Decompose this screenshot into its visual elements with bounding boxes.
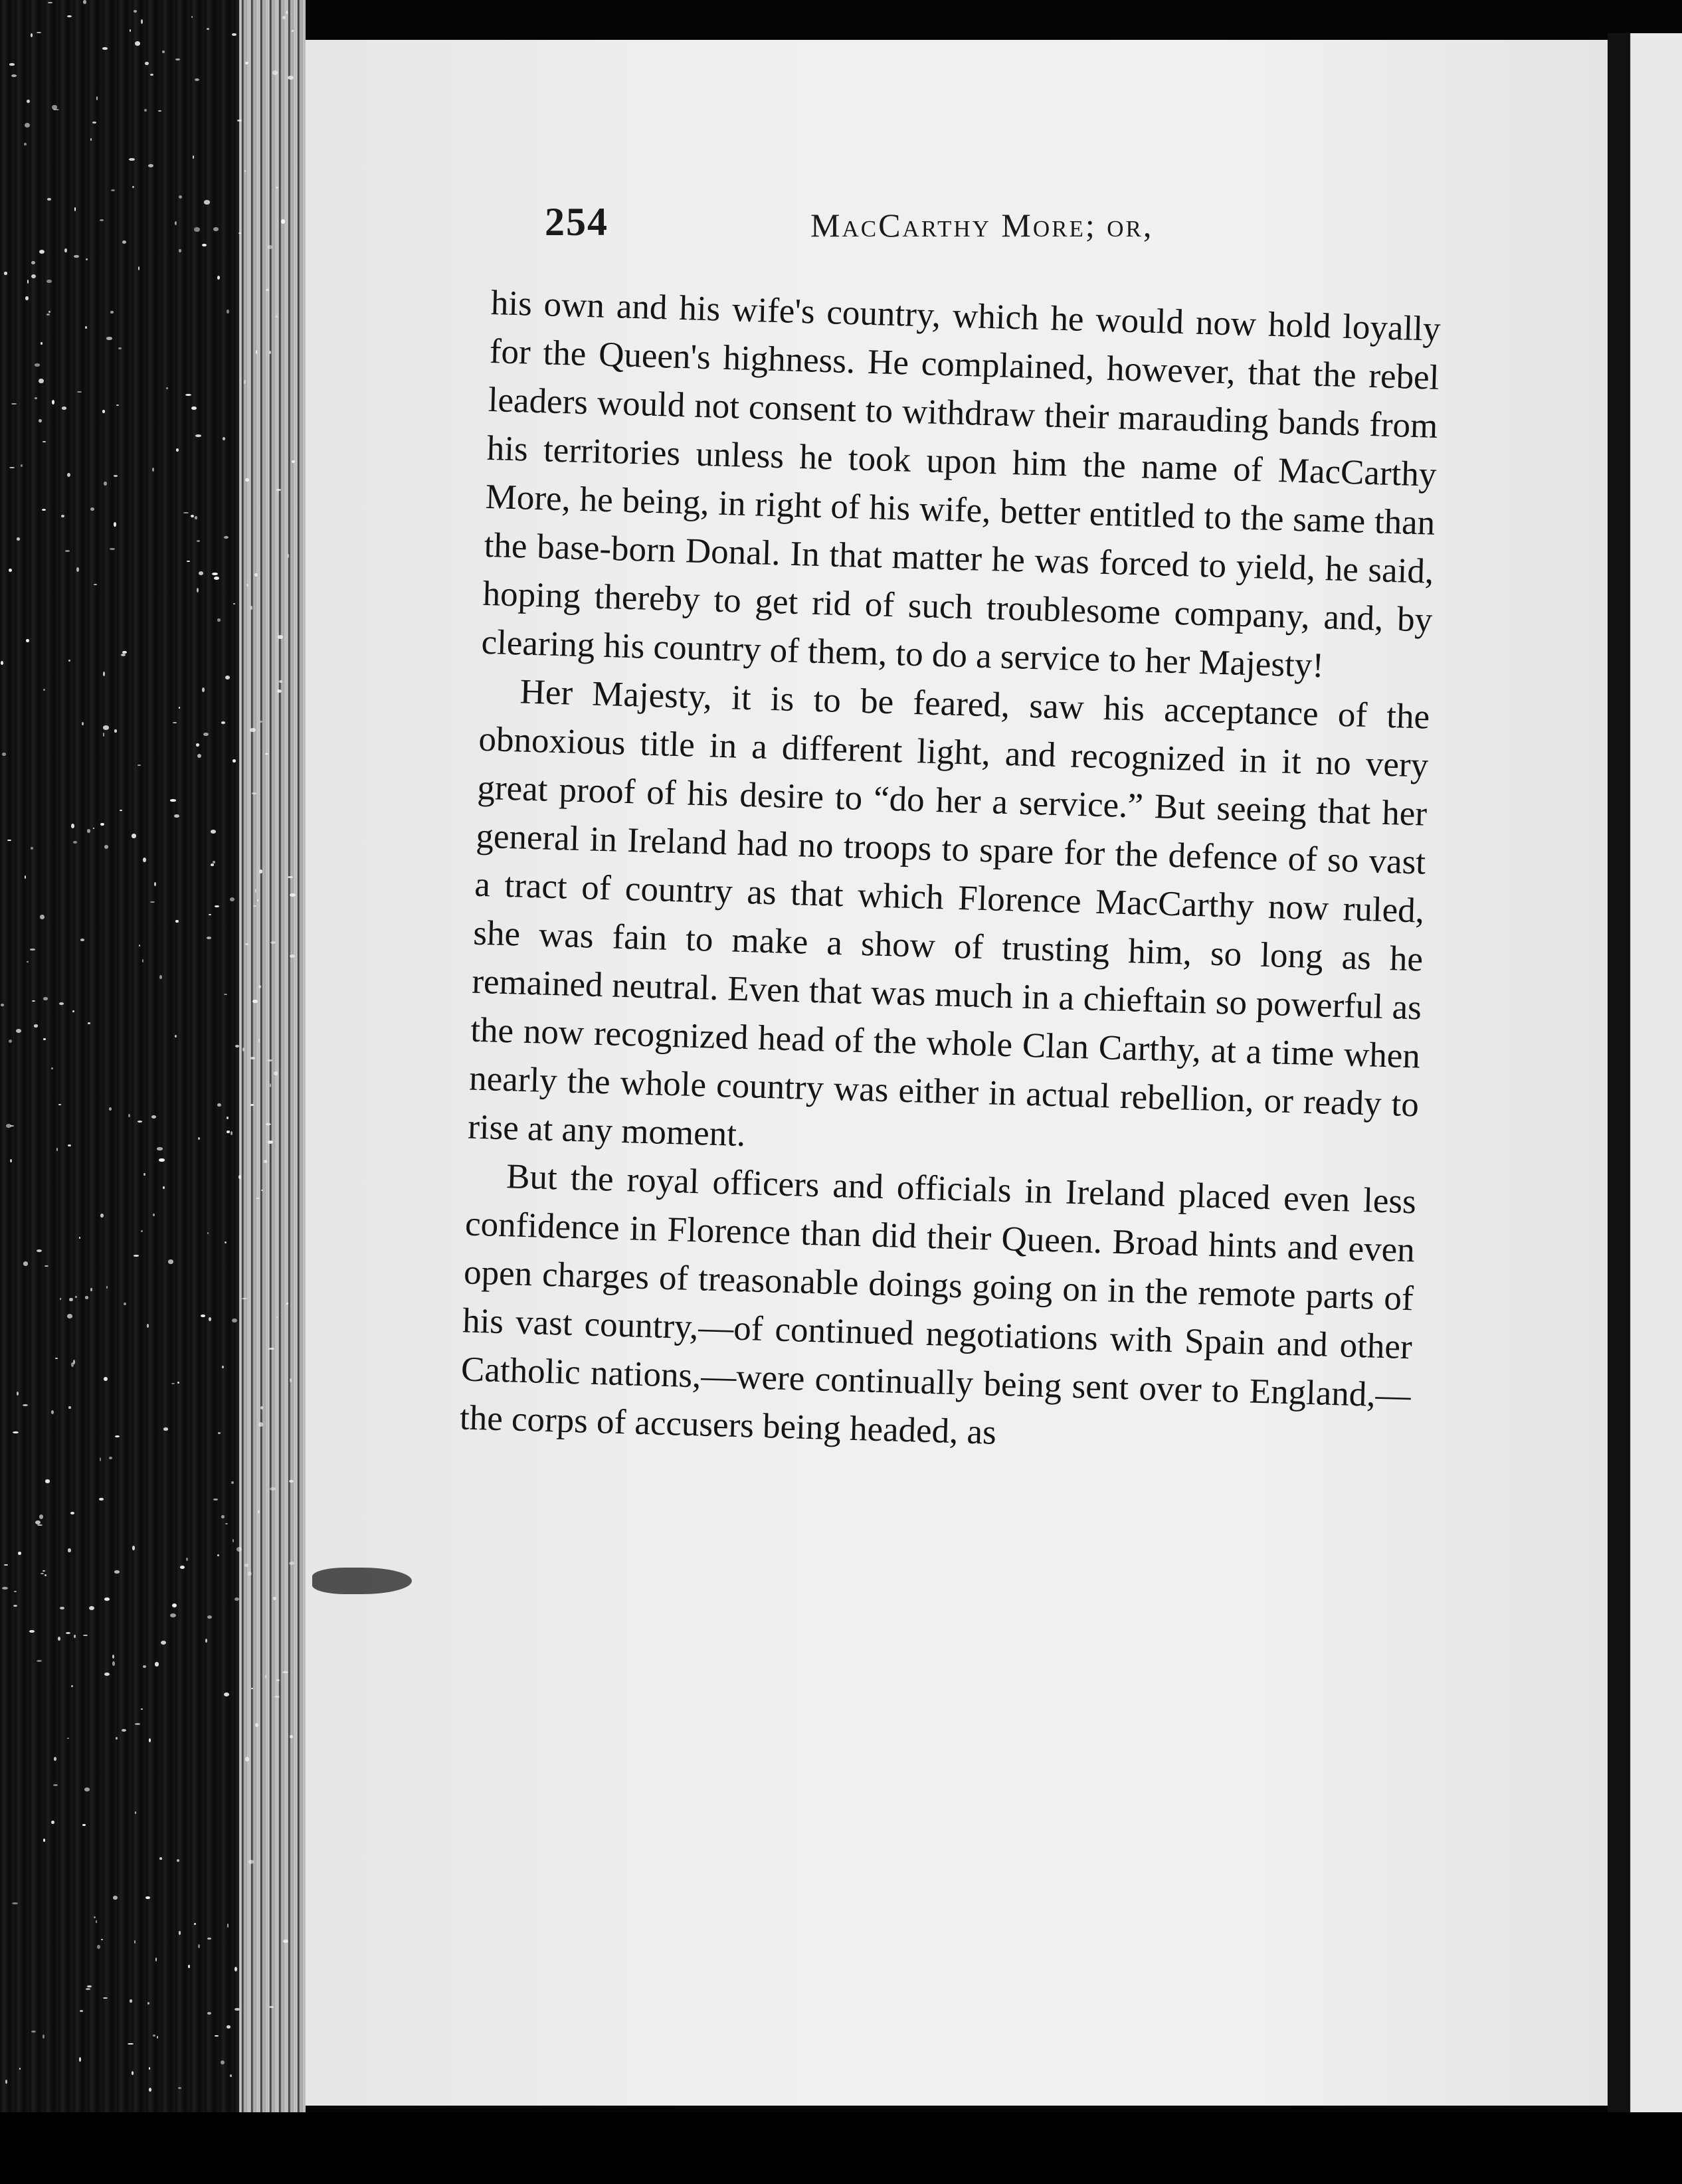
dust-speck — [282, 1671, 288, 1673]
dust-speck — [68, 660, 70, 661]
dust-speck — [37, 1660, 42, 1662]
dust-speck — [41, 342, 43, 345]
dust-speck — [211, 864, 214, 865]
dust-speck — [269, 2006, 274, 2008]
dust-speck — [235, 1045, 239, 1047]
dust-speck — [244, 1564, 249, 1567]
dust-speck — [227, 1131, 229, 1134]
dust-speck — [88, 1022, 90, 1024]
dust-speck — [250, 728, 256, 732]
dust-speck — [153, 2035, 155, 2037]
dust-speck — [12, 1902, 18, 1904]
dust-speck — [128, 2043, 134, 2045]
dust-speck — [130, 29, 131, 32]
dust-speck — [268, 245, 272, 248]
dust-speck — [217, 618, 220, 622]
dust-speck — [100, 219, 104, 221]
dust-speck — [202, 244, 207, 246]
dust-speck — [168, 1259, 173, 1263]
dust-speck — [104, 1597, 110, 1600]
dust-speck — [215, 2035, 218, 2037]
dust-speck — [113, 1896, 118, 1900]
dust-speck — [35, 363, 40, 367]
dust-speck — [213, 861, 215, 864]
dust-speck — [47, 314, 49, 316]
dust-speck — [268, 1348, 274, 1350]
dust-speck — [39, 419, 42, 422]
dust-speck — [175, 221, 176, 225]
dust-speck — [100, 1214, 103, 1218]
dust-speck — [4, 272, 7, 275]
dust-speck — [179, 707, 180, 709]
dust-speck — [27, 100, 30, 103]
dust-speck — [234, 2008, 240, 2011]
dust-speck — [227, 310, 229, 314]
dust-speck — [251, 1688, 253, 1689]
page-number: 254 — [545, 200, 608, 244]
dust-speck — [39, 379, 44, 383]
dust-speck — [143, 1665, 146, 1668]
dust-speck — [256, 1198, 260, 1199]
dust-speck — [9, 1040, 12, 1043]
dust-speck — [237, 120, 242, 122]
dust-speck — [115, 1435, 120, 1437]
dust-speck — [110, 311, 114, 313]
dust-speck — [258, 985, 261, 988]
dust-speck — [141, 1230, 143, 1231]
dust-speck — [143, 1173, 145, 1175]
dust-speck — [204, 200, 210, 204]
dust-speck — [135, 1723, 140, 1724]
dust-speck — [106, 337, 112, 339]
dust-speck — [250, 606, 252, 610]
dust-speck — [134, 10, 138, 13]
dust-speck — [177, 1859, 179, 1862]
dust-speck — [1, 661, 3, 665]
dust-speck — [16, 1029, 21, 1033]
dust-speck — [132, 2071, 134, 2074]
dust-speck — [234, 1967, 237, 1971]
paragraph-2: Her Majesty, it is to be feared, saw his acceptance of the obnoxious title in a different light, and recognized in it no very great proof of his desire to “do her a service.” But seeing that her general in Ireland had no troops to spare for the defence of so vast a tract of country as that which Florence MacCarthy now ruled, she was fain to make a show of trusting him, so long as he remained neutral. Even that was much in a chieftain so powerful as the now recognized head of the whole Clan Carthy, at a time when nearly the whole country was either in actual rebellion, or ready to rise at any moment. — [467, 672, 1430, 1154]
running-head: MacCarthy More; or, — [810, 207, 1154, 244]
dust-speck — [135, 41, 140, 46]
dust-speck — [195, 516, 197, 520]
dust-speck — [124, 1303, 126, 1305]
dust-speck — [104, 1377, 108, 1381]
dust-speck — [90, 138, 92, 141]
dust-speck — [112, 1661, 115, 1666]
dust-speck — [10, 1159, 12, 1162]
dust-speck — [256, 350, 257, 354]
dust-speck — [45, 1479, 50, 1483]
dust-speck — [202, 687, 205, 692]
dust-speck — [58, 1637, 60, 1641]
dust-speck — [13, 1431, 19, 1433]
dust-speck — [112, 1655, 114, 1659]
scan-bottom-border — [0, 2112, 1682, 2184]
dust-speck — [183, 512, 189, 513]
dust-speck — [276, 1317, 278, 1318]
dust-speck — [53, 1784, 58, 1786]
dust-speck — [87, 829, 90, 833]
dust-speck — [90, 1288, 92, 1291]
dust-speck — [277, 689, 282, 693]
dust-speck — [258, 1510, 259, 1513]
paragraph-1: his own and his wife's country, which he would now hold loyally for the Queen's highness. He complained, however, that the rebel leaders would not consent to withdraw their marauding bands from his territories unless he took upon him the name of MacCarthy More, he being, in right of his wife, better entitled to the same than the base-born Donal. In that matter he was forced to yield, he said, hoping thereby to get rid of such troublesome company, and, by clearing his country of them, to do a service to her Majesty! — [480, 283, 1442, 685]
dust-speck — [5, 2080, 7, 2084]
dust-speck — [103, 725, 109, 729]
dust-speck — [71, 824, 74, 828]
dust-speck — [255, 1723, 258, 1727]
ink-blot — [312, 1568, 412, 1594]
dust-speck — [276, 1679, 280, 1681]
dust-speck — [178, 2087, 182, 2089]
dust-speck — [76, 567, 79, 572]
dust-speck — [51, 1821, 54, 1824]
dust-speck — [86, 1988, 90, 1989]
dust-speck — [67, 15, 71, 17]
dust-speck — [9, 467, 15, 468]
body-text — [459, 279, 1441, 1469]
dust-speck — [73, 841, 77, 844]
dust-speck — [147, 2002, 149, 2004]
dust-speck — [132, 1546, 135, 1550]
dust-speck — [207, 937, 211, 939]
dust-speck — [194, 1923, 196, 1925]
dust-speck — [245, 478, 249, 482]
book-binding-edges — [239, 0, 306, 2112]
dust-speck — [278, 635, 283, 638]
dust-speck — [43, 1038, 46, 1040]
dust-speck — [100, 1457, 101, 1461]
dust-speck — [209, 1317, 211, 1321]
dust-speck — [245, 943, 248, 945]
dust-speck — [139, 945, 140, 947]
dust-speck — [68, 1144, 70, 1146]
dust-speck — [260, 721, 262, 723]
dust-speck — [221, 1515, 225, 1518]
dust-speck — [14, 1591, 17, 1592]
dust-speck — [255, 889, 256, 893]
dust-speck — [227, 2025, 231, 2028]
dust-speck — [65, 550, 70, 551]
dust-speck — [93, 828, 95, 829]
dust-speck — [289, 1480, 294, 1483]
dust-speck — [266, 1123, 271, 1125]
dust-speck — [288, 76, 294, 80]
dust-speck — [245, 62, 248, 65]
dust-speck — [130, 1999, 132, 2002]
dust-speck — [109, 1107, 112, 1110]
dust-speck — [68, 1548, 70, 1553]
dust-speck — [26, 639, 29, 642]
dust-speck — [282, 16, 286, 19]
dust-speck — [225, 1241, 227, 1243]
dust-speck — [150, 901, 155, 903]
dust-speck — [84, 1787, 90, 1791]
dust-speck — [104, 482, 106, 486]
dust-speck — [94, 584, 97, 585]
dust-speck — [232, 1319, 237, 1323]
dust-speck — [170, 1613, 176, 1617]
dust-speck — [195, 434, 201, 437]
dust-speck — [179, 1931, 181, 1934]
dust-speck — [230, 897, 234, 901]
dust-speck — [64, 248, 67, 253]
dust-speck — [244, 380, 246, 384]
dust-speck — [292, 30, 293, 32]
dust-speck — [163, 1427, 168, 1430]
dust-speck — [179, 249, 181, 252]
dust-speck — [87, 1985, 91, 1987]
dust-speck — [257, 899, 258, 901]
dust-speck — [29, 1630, 35, 1633]
dust-speck — [150, 74, 153, 76]
dust-speck — [24, 143, 26, 145]
dust-speck — [128, 1114, 130, 1117]
dust-speck — [290, 1378, 292, 1382]
book-left-edge — [0, 0, 239, 2184]
dust-speck — [134, 1940, 136, 1944]
dust-speck — [19, 2068, 21, 2070]
dust-speck — [27, 961, 29, 962]
dust-speck — [175, 58, 179, 60]
dust-speck — [266, 289, 269, 291]
dust-speck — [120, 810, 122, 811]
dust-speck — [151, 1115, 156, 1119]
dust-speck — [147, 1324, 149, 1328]
dust-speck — [18, 1552, 21, 1555]
dust-speck — [225, 1523, 228, 1524]
dust-speck — [290, 1735, 293, 1738]
dust-speck — [30, 949, 35, 950]
dust-speck — [51, 1067, 54, 1069]
dust-speck — [80, 939, 84, 941]
dust-speck — [179, 195, 182, 199]
dust-speck — [114, 522, 116, 527]
dust-speck — [276, 489, 282, 491]
dust-speck — [134, 1255, 140, 1257]
dust-speck — [224, 1692, 229, 1696]
dust-speck — [191, 407, 197, 410]
dust-speck — [37, 1524, 43, 1526]
dust-speck — [288, 876, 293, 878]
dust-speck — [246, 584, 248, 587]
dust-speck — [37, 1249, 42, 1252]
dust-speck — [2, 753, 6, 755]
dust-speck — [149, 1738, 151, 1743]
dust-speck — [138, 1121, 142, 1122]
dust-speck — [217, 276, 220, 280]
dust-speck — [273, 1597, 276, 1600]
dust-speck — [40, 915, 45, 919]
dust-speck — [155, 1957, 157, 1962]
dust-speck — [197, 588, 199, 592]
dust-speck — [42, 509, 46, 511]
dust-speck — [83, 0, 86, 4]
dust-speck — [43, 1570, 45, 1572]
dust-speck — [253, 905, 256, 907]
dust-speck — [17, 537, 20, 541]
dust-speck — [177, 1382, 179, 1384]
dust-speck — [129, 158, 135, 161]
dust-speck — [213, 1499, 217, 1500]
dust-speck — [207, 2012, 211, 2015]
dust-speck — [170, 799, 175, 801]
dust-speck — [80, 2010, 83, 2012]
dust-speck — [233, 759, 236, 763]
dust-speck — [90, 507, 94, 511]
dust-speck — [175, 920, 179, 923]
dust-speck — [245, 1757, 248, 1761]
dust-speck — [274, 1696, 279, 1698]
dust-speck — [238, 1175, 241, 1179]
dust-speck — [114, 1570, 119, 1574]
dust-speck — [122, 1729, 126, 1732]
dust-speck — [149, 2088, 151, 2092]
dust-speck — [162, 50, 165, 53]
dust-speck — [111, 189, 115, 191]
dust-speck — [43, 2035, 45, 2039]
dust-speck — [196, 743, 200, 747]
dust-speck — [225, 676, 230, 680]
dust-speck — [68, 1406, 70, 1410]
dust-speck — [70, 1512, 74, 1514]
dust-speck — [270, 1487, 276, 1491]
dust-speck — [32, 1000, 35, 1002]
dust-speck — [221, 2060, 225, 2064]
dust-speck — [61, 515, 64, 517]
dust-speck — [252, 792, 257, 794]
dust-speck — [4, 1564, 7, 1566]
dust-speck — [145, 62, 149, 66]
dust-speck — [270, 1083, 271, 1087]
dust-speck — [25, 123, 30, 128]
dust-speck — [272, 70, 278, 75]
dust-speck — [114, 475, 118, 477]
dust-speck — [231, 1481, 234, 1485]
dust-speck — [281, 219, 284, 223]
dust-speck — [198, 1137, 201, 1139]
dust-speck — [72, 1010, 74, 1012]
dust-speck — [288, 554, 289, 558]
dust-speck — [69, 1298, 73, 1302]
dust-speck — [54, 1757, 56, 1761]
dust-speck — [207, 1938, 211, 1940]
dust-speck — [35, 397, 37, 399]
dust-speck — [85, 1296, 89, 1299]
paragraph-3: But the royal officers and officials in Ireland placed even less confidence in Florence than did their Queen. Broad hints and even open charges of treasonable doings going on in the remote parts of his vast country,—of continued negotiations with Spain and other Catholic nations,—were continually being sent over to England,—the corps of accusers being headed, as — [459, 1157, 1417, 1452]
dust-speck — [62, 407, 66, 410]
dust-speck — [224, 536, 229, 539]
dust-speck — [159, 1857, 162, 1860]
dust-speck — [274, 1071, 278, 1075]
dust-speck — [188, 1965, 190, 1968]
dust-speck — [194, 227, 200, 231]
dust-speck — [258, 1422, 263, 1427]
dust-speck — [207, 28, 209, 30]
dust-speck — [254, 573, 258, 577]
dust-speck — [222, 1366, 224, 1368]
dust-speck — [209, 914, 211, 915]
dust-speck — [60, 1607, 64, 1609]
page-header — [545, 199, 1475, 252]
dust-speck — [31, 261, 35, 264]
dust-speck — [180, 1566, 185, 1569]
dust-speck — [13, 1605, 17, 1607]
dust-speck — [217, 1103, 221, 1107]
dust-speck — [238, 232, 241, 234]
dust-speck — [258, 1039, 260, 1042]
dust-speck — [75, 1296, 77, 1297]
book-right-edge — [1608, 33, 1682, 2112]
dust-speck — [289, 1562, 294, 1565]
dust-speck — [97, 1945, 100, 1950]
dust-speck — [9, 63, 15, 65]
dust-speck — [221, 721, 225, 724]
dust-speck — [43, 689, 45, 691]
dust-speck — [157, 1147, 162, 1150]
dust-speck — [138, 266, 140, 270]
dust-speck — [213, 227, 218, 231]
dust-speck — [265, 1675, 266, 1678]
dust-speck — [217, 1554, 220, 1556]
dust-speck — [224, 994, 228, 995]
dust-speck — [193, 155, 194, 159]
dust-speck — [159, 975, 161, 979]
dust-speck — [248, 1860, 254, 1864]
